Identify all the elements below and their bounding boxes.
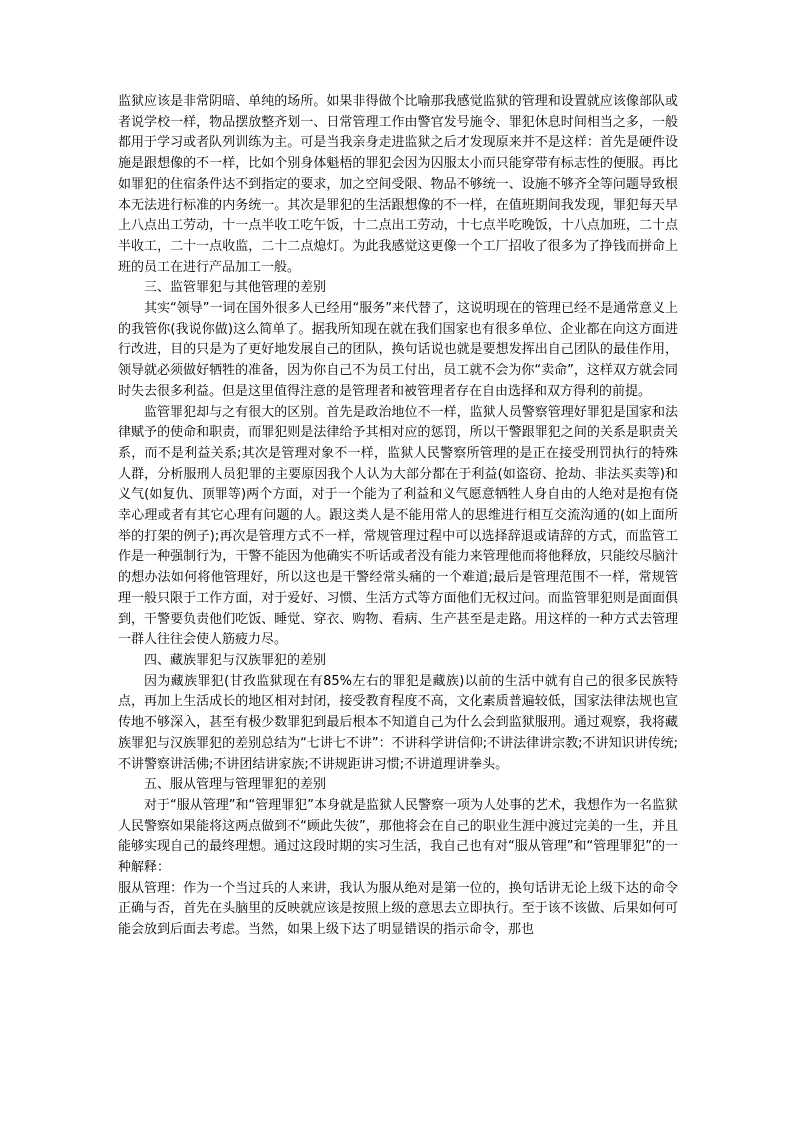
document-body	[118, 92, 678, 941]
paragraph-obedience-intro: 对于“服从管理”和“管理罪犯”本身就是监狱人民警察一项为人处事的艺术，我想作为一名监狱人民警察如果能将这两点做到不“顾此失彼”，那他将会在自己的职业生涯中渡过完美的一生，并且能够实现自己的最终理想。通过这段时期的实习生活，我自己也有对“服从管理”和“管理罪犯”的一种解释：	[118, 797, 678, 876]
paragraph-supervision-difference: 监管罪犯却与之有很大的区别。首先是政治地位不一样，监狱人员警察管理好罪犯是国家和法律赋予的使命和职责，而罪犯则是法律给予其相对应的惩罚，所以干警跟罪犯之间的关系是职责关系，而不是利益关系;其次是管理对象不一样，监狱人民警察所管理的是正在接受刑罚执行的特殊人群，分析服刑人员犯罪的主要原因我个人认为大部分都在于利益(如盗窃、抢劫、非法买卖等)和义气(如复仇、顶罪等)两个方面，对于一个能为了利益和义气愿意牺牲人身自由的人绝对是抱有侥幸心理或者有其它心理有问题的人。跟这类人是不能用常人的思维进行相互交流沟通的(如上面所举的打架的例子);再次是管理方式不一样，常规管理过程中可以选择辞退或请辞的方式，而监管工作是一种强制行为，干警不能因为他确实不听话或者没有能力来管理他而将他释放，只能绞尽脑汁的想办法如何将他管理好，所以这也是干警经常头痛的一个难道;最后是管理范围不一样，常规管理一般只限于工作方面，对于爱好、习惯、生活方式等方面他们无权过问。而监管罪犯则是面面俱到，干警要负责他们吃饭、睡觉、穿衣、购物、看病、生产甚至是走路。用这样的一种方式去管理一群人往往会使人筋疲力尽。	[118, 404, 678, 648]
section-heading-5: 五、服从管理与管理罪犯的差别	[144, 777, 327, 793]
paragraph-tibetan-inmates: 因为藏族罪犯(甘孜监狱现在有85%左右的罪犯是藏族)以前的生活中就有自己的很多民族特点，再加上生活成长的地区相对封闭，接受教育程度不高，文化素质普遍较低，国家法律法规也宣传地不够深入，甚至有极少数罪犯到最后根本不知道自己为什么会到监狱服刑。通过观察，我将藏族罪犯与汉族罪犯的差别总结为“七讲七不讲”：不讲科学讲信仰;不讲法律讲宗教;不讲知识讲传统;不讲警察讲活佛;不讲团结讲家族;不讲规距讲习惯;不讲道理讲拳头。	[118, 673, 678, 772]
section-heading-4: 四、藏族罪犯与汉族罪犯的差别	[144, 652, 327, 668]
paragraph-obedience-definition: 服从管理：作为一个当过兵的人来讲，我认为服从绝对是第一位的，换句话讲无论上级下达的命令正确与否，首先在头脑里的反映就应该是按照上级的意思去立即执行。至于该不该做、后果如何可能会放到后面去考虑。当然，如果上级下达了明显错误的指示命令，那也	[118, 880, 678, 938]
paragraph-leadership-service: 其实“领导”一词在国外很多人已经用“服务”来代替了，这说明现在的管理已经不是通常意义上的我管你(我说你做)这么简单了。据我所知现在就在我们国家也有很多单位、企业都在向这方面进行改进，目的只是为了更好地发展自己的团队，换句话说也就是要想发挥出自己团队的最佳作用，领导就必须做好牺牲的准备，因为你自己不为员工付出，员工就不会为你“卖命”，这样双方就会同时失去很多利益。但是这里值得注意的是管理者和被管理者存在自由选择和双方得利的前提。	[118, 301, 678, 399]
paragraph-prison-expectation: 监狱应该是非常阴暗、单纯的场所。如果非得做个比喻那我感觉监狱的管理和设置就应该像部队或者说学校一样，物品摆放整齐划一、日常管理工作由警官发号施令、罪犯休息时间相当之多，一般都用于学习或者队列训练为主。可是当我亲身走进监狱之后才发现原来并不是这样：首先是硬件设施是跟想像的不一样，比如个别身体魁梧的罪犯会因为囚服太小而只能穿带有标志性的便服。再比如罪犯的住宿条件达不到指定的要求，加之空间受限、物品不够统一、设施不够齐全等问题导致根本无法进行标准的内务统一。其次是罪犯的生活跟想像的不一样，在值班期间我发现，罪犯每天早上八点出工劳动，十一点半收工吃午饭，十二点出工劳动，十七点半吃晚饭，十八点加班，二十点半收工，二十一点收监，二十二点熄灯。为此我感觉这更像一个工厂招收了很多为了挣钱而拼命上班的员工在进行产品加工一般。	[118, 94, 678, 275]
section-heading-3: 三、监管罪犯与其他管理的差别	[144, 280, 327, 296]
